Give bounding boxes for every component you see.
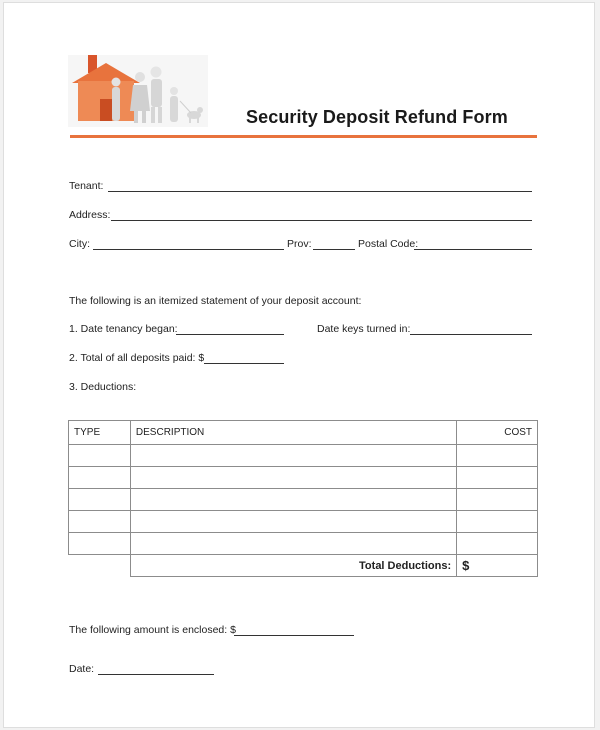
house-family-icon bbox=[68, 55, 208, 127]
cost-cell[interactable] bbox=[457, 467, 538, 489]
tenant-field[interactable] bbox=[108, 191, 532, 192]
total-deductions-label: Total Deductions: bbox=[130, 555, 456, 577]
table-row bbox=[69, 445, 538, 467]
postal-code-label: Postal Code: bbox=[358, 238, 419, 250]
total-row bbox=[69, 555, 538, 577]
cost-cell[interactable] bbox=[457, 489, 538, 511]
deductions-label: 3. Deductions: bbox=[69, 381, 137, 393]
city-field[interactable] bbox=[93, 249, 284, 250]
description-cell[interactable] bbox=[130, 533, 456, 555]
table-row bbox=[69, 533, 538, 555]
prov-field[interactable] bbox=[313, 249, 355, 250]
table-row bbox=[69, 511, 538, 533]
address-field[interactable] bbox=[111, 220, 532, 221]
keys-returned-label: Date keys turned in: bbox=[317, 323, 411, 335]
cost-cell[interactable] bbox=[457, 511, 538, 533]
deposits-paid-label: 2. Total of all deposits paid: $ bbox=[69, 352, 205, 364]
table-row bbox=[69, 467, 538, 489]
type-cell[interactable] bbox=[69, 467, 131, 489]
type-cell[interactable] bbox=[69, 445, 131, 467]
column-header-description: DESCRIPTION bbox=[130, 421, 456, 445]
form-title: Security Deposit Refund Form bbox=[246, 107, 508, 127]
column-header-type: TYPE bbox=[69, 421, 131, 445]
description-cell[interactable] bbox=[130, 489, 456, 511]
tenant-label: Tenant: bbox=[69, 180, 104, 192]
total-deductions-value[interactable]: $ bbox=[457, 555, 538, 577]
date-field[interactable] bbox=[98, 674, 214, 675]
title-divider bbox=[70, 135, 537, 138]
cost-cell[interactable] bbox=[457, 533, 538, 555]
description-cell[interactable] bbox=[130, 511, 456, 533]
table-row bbox=[69, 489, 538, 511]
deposits-paid-field[interactable] bbox=[204, 363, 284, 364]
address-label: Address: bbox=[69, 209, 111, 221]
deductions-table bbox=[68, 420, 538, 577]
keys-returned-field[interactable] bbox=[410, 334, 532, 335]
column-header-cost: COST bbox=[457, 421, 538, 445]
postal-code-field[interactable] bbox=[414, 249, 532, 250]
statement-intro: The following is an itemized statement of your deposit account: bbox=[69, 295, 362, 307]
type-cell[interactable] bbox=[69, 533, 131, 555]
total-spacer bbox=[69, 555, 131, 577]
amount-enclosed-field[interactable] bbox=[234, 635, 354, 636]
amount-enclosed-label: The following amount is enclosed: $ bbox=[69, 624, 236, 636]
form-page bbox=[3, 2, 595, 728]
type-cell[interactable] bbox=[69, 511, 131, 533]
tenancy-start-field[interactable] bbox=[176, 334, 284, 335]
description-cell[interactable] bbox=[130, 445, 456, 467]
description-cell[interactable] bbox=[130, 467, 456, 489]
cost-cell[interactable] bbox=[457, 445, 538, 467]
city-label: City: bbox=[69, 238, 90, 250]
tenancy-start-label: 1. Date tenancy began: bbox=[69, 323, 178, 335]
type-cell[interactable] bbox=[69, 489, 131, 511]
prov-label: Prov: bbox=[287, 238, 312, 250]
date-label: Date: bbox=[69, 663, 95, 675]
table-header-row bbox=[69, 421, 538, 445]
